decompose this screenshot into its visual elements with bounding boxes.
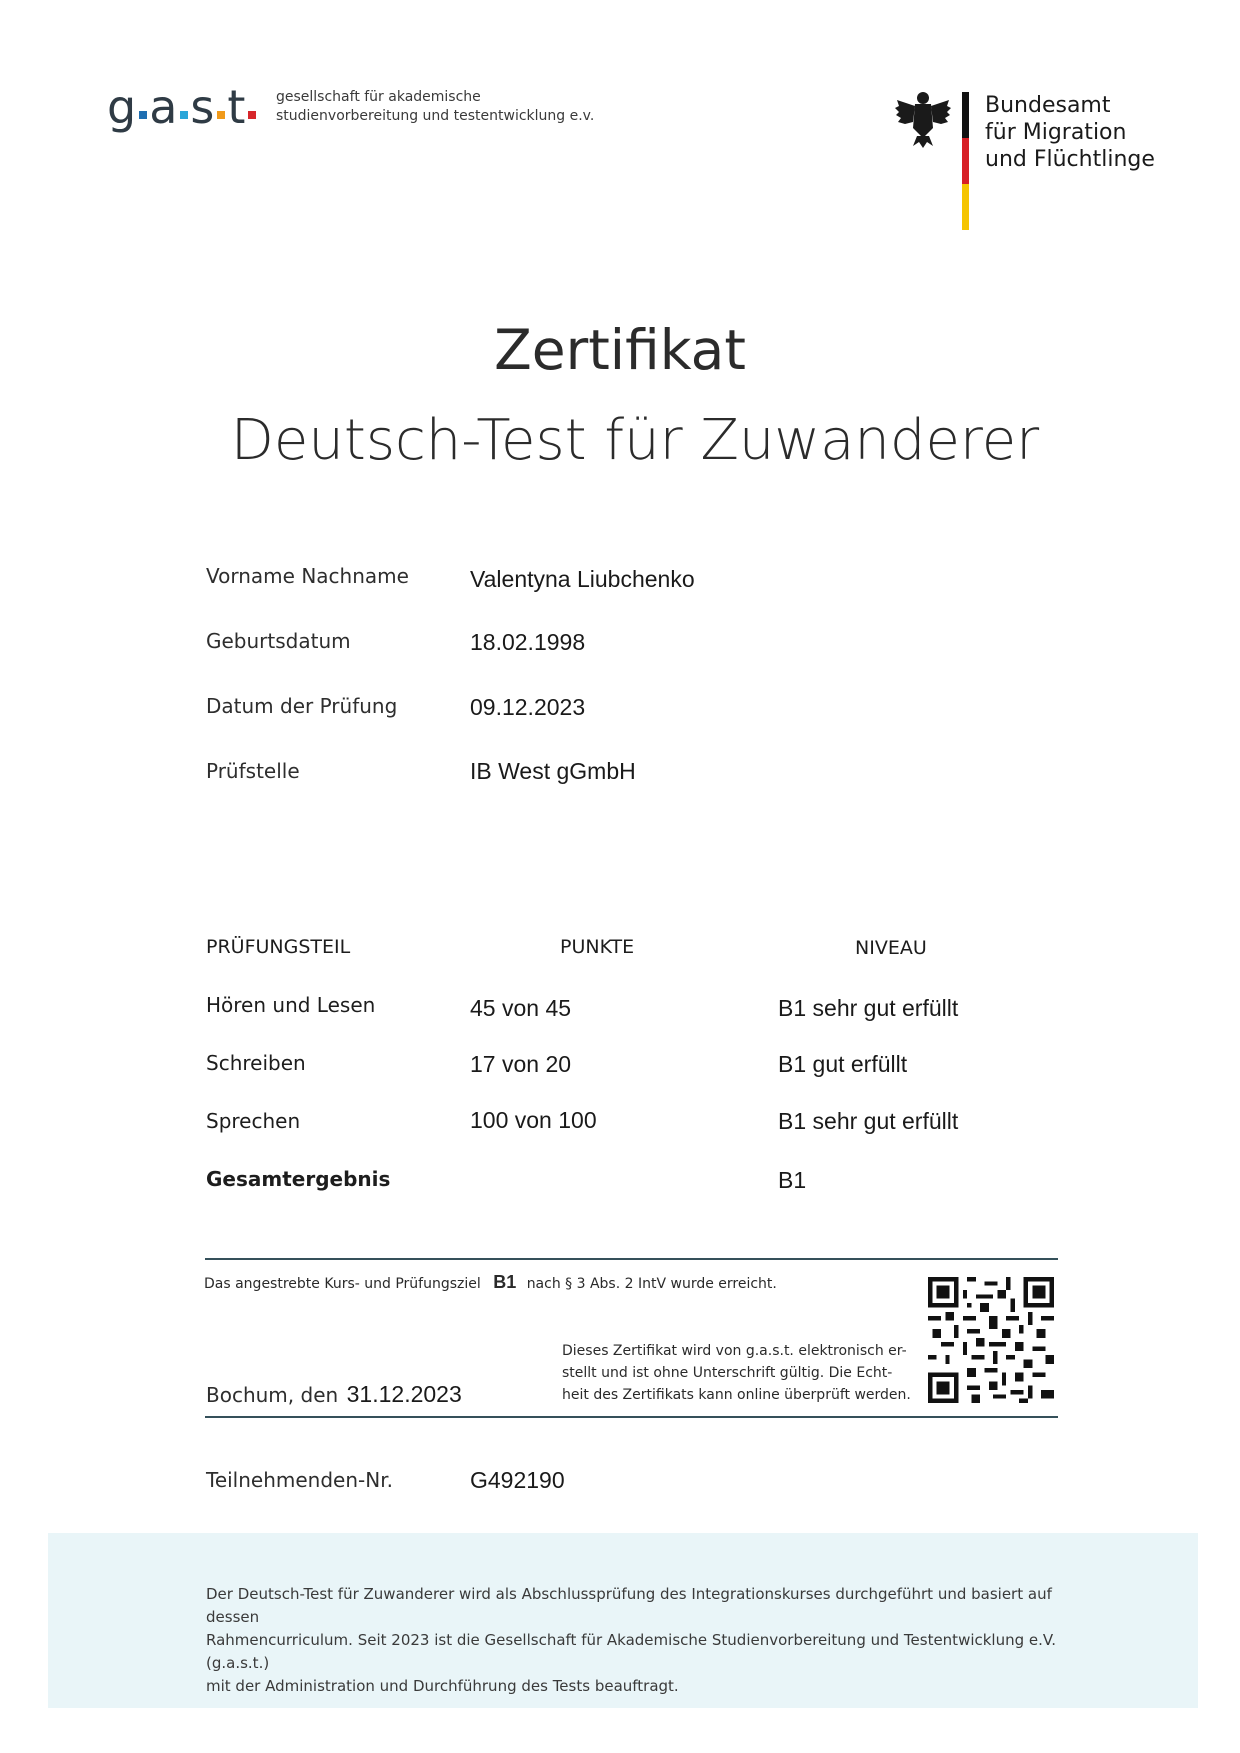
result-points: 45 von 45 [470, 995, 572, 1021]
federal-eagle-icon [895, 88, 951, 148]
footer-line3: mit der Administration und Durchführung des Tests beauftragt. [206, 1677, 679, 1695]
gast-logo-letter: a [149, 80, 179, 134]
footer-line1: Der Deutsch-Test für Zuwanderer wird als Abschlussprüfung des Integrationskurses durchgeführt und basiert auf dessen [206, 1585, 1052, 1626]
place-date [206, 1381, 462, 1408]
result-points: 17 von 20 [470, 1051, 572, 1077]
goal-level: B1 [493, 1272, 517, 1292]
gast-org-line2: studienvorbereitung und testentwicklung e.v. [276, 108, 595, 124]
gast-org-line1: gesellschaft für akademische [276, 89, 481, 105]
result-part: Sprechen [206, 1109, 301, 1133]
footer-note [206, 1583, 1066, 1698]
column-header-part: PRÜFUNGSTEIL [206, 936, 351, 958]
goal-statement [204, 1272, 777, 1293]
exam-date-label: Datum der Prüfung [206, 694, 398, 718]
german-flag-bar [962, 92, 969, 230]
bamf-line1: Bundesamt [985, 93, 1111, 118]
test-center-label: Prüfstelle [206, 759, 300, 783]
goal-suffix: nach § 3 Abs. 2 IntV wurde erreicht. [526, 1276, 777, 1292]
test-center-value: IB West gGmbH [470, 758, 636, 784]
gast-logo-letter: s [190, 80, 216, 134]
result-points: 100 von 100 [470, 1107, 597, 1133]
validity-note-line3: heit des Zertifikats kann online überprüft werden. [562, 1387, 911, 1403]
participant-number-label: Teilnehmenden-Nr. [206, 1468, 393, 1492]
column-header-points: PUNKTE [560, 936, 635, 958]
bamf-line2: für Migration [985, 120, 1127, 145]
birthdate-label: Geburtsdatum [206, 629, 351, 653]
result-level: B1 sehr gut erfüllt [778, 995, 959, 1021]
place-label: Bochum, den [206, 1383, 339, 1407]
name-value: Valentyna Liubchenko [470, 566, 695, 592]
divider-top [205, 1258, 1058, 1260]
birthdate-value: 18.02.1998 [470, 629, 586, 655]
gast-logo [107, 80, 258, 134]
result-part: Schreiben [206, 1051, 306, 1075]
bamf-line3: und Flüchtlinge [985, 147, 1155, 172]
validity-note-line2: stellt und ist ohne Unterschrift gültig. Die Echt- [562, 1365, 893, 1381]
name-label: Vorname Nachname [206, 564, 409, 588]
certificate-subtitle: Deutsch-Test für Zuwanderer [230, 408, 1040, 473]
issue-date: 31.12.2023 [346, 1381, 462, 1407]
total-result-level: B1 [778, 1167, 807, 1193]
gast-logo-dot-cyan [180, 111, 188, 119]
certificate-title: Zertifikat [494, 318, 746, 382]
gast-logo-dot-orange [217, 111, 225, 119]
gast-logo-letter: g [107, 80, 138, 134]
verification-qr-code[interactable] [928, 1277, 1054, 1403]
validity-note-line1: Dieses Zertifikat wird von g.a.s.t. elektronisch er- [562, 1343, 907, 1359]
result-part: Hören und Lesen [206, 993, 376, 1017]
validity-note [562, 1340, 911, 1406]
gast-logo-letter: t [227, 80, 247, 134]
divider-bottom [205, 1416, 1058, 1418]
gast-logo-dot-blue [139, 111, 147, 119]
total-result-label: Gesamtergebnis [206, 1167, 391, 1191]
exam-date-value: 09.12.2023 [470, 694, 586, 720]
result-level: B1 sehr gut erfüllt [778, 1108, 959, 1134]
gast-logo-dot-red [248, 111, 256, 119]
goal-prefix: Das angestrebte Kurs- und Prüfungsziel [204, 1276, 481, 1292]
participant-number-value: G492190 [470, 1467, 565, 1493]
column-header-level: NIVEAU [855, 937, 927, 959]
gast-org-name [276, 88, 594, 126]
bamf-name [985, 92, 1155, 173]
result-level: B1 gut erfüllt [778, 1051, 908, 1077]
footer-line2: Rahmencurriculum. Seit 2023 ist die Gesellschaft für Akademische Studienvorbereitung und Testentwicklung e.V. (g.a.s.t.) [206, 1631, 1056, 1672]
